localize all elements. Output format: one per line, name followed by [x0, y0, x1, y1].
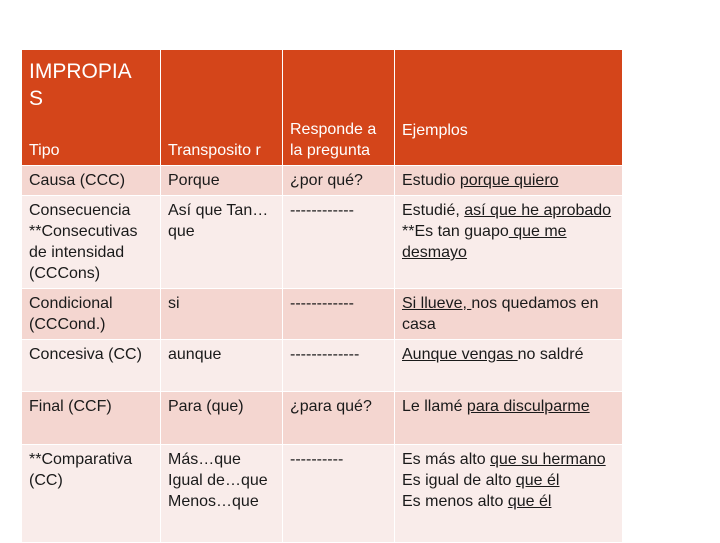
ejemplo-underlined: Aunque vengas [402, 346, 518, 363]
ejemplo-underlined: que me desmayo [402, 223, 567, 261]
cell-ejemplo [395, 289, 623, 340]
ejemplo-text: Le llamé [402, 398, 467, 415]
table-header-row [22, 50, 623, 166]
ejemplo-underlined: Si llueve, [402, 295, 472, 312]
ejemplo-text: Es más alto [402, 451, 491, 468]
table-row [22, 340, 623, 392]
cell-pregunta: ---------- [283, 445, 395, 543]
cell-transpositor: Así que Tan…que [161, 196, 283, 289]
ejemplo-text: Es igual de alto [402, 472, 516, 489]
ejemplo-text: no saldré [517, 346, 584, 363]
grammar-table [21, 49, 623, 543]
ejemplo-line [402, 449, 615, 470]
cell-tipo: **Comparativa (CC) [22, 445, 161, 543]
ejemplo-underlined: porque quiero [459, 172, 559, 189]
ejemplo-underlined: que él [515, 472, 560, 489]
cell-transpositor: si [161, 289, 283, 340]
ejemplo-text: Estudio [402, 172, 460, 189]
cell-ejemplo [395, 340, 623, 392]
cell-tipo: Concesiva (CC) [22, 340, 161, 392]
cell-transpositor: aunque [161, 340, 283, 392]
ejemplo-text: nos quedamos en casa [402, 295, 599, 333]
ejemplo-text: Estudié, [402, 202, 465, 219]
header-ejemplos: Ejemplos [395, 50, 623, 166]
table-row [22, 196, 623, 289]
header-responde: Responde a la pregunta [283, 50, 395, 166]
table-row [22, 392, 623, 445]
cell-pregunta: ¿para qué? [283, 392, 395, 445]
cell-ejemplo [395, 166, 623, 196]
cell-tipo: Consecuencia **Consecutivas de intensidad (CCCons) [22, 196, 161, 289]
ejemplo-line [402, 470, 615, 491]
cell-pregunta: ------------- [283, 340, 395, 392]
ejemplo-line [402, 491, 615, 512]
cell-tipo: Final (CCF) [22, 392, 161, 445]
ejemplo-underlined: que su hermano [490, 451, 606, 468]
cell-pregunta: ------------ [283, 196, 395, 289]
ejemplo-text: Es menos alto [402, 493, 508, 510]
cell-ejemplo [395, 445, 623, 543]
cell-transpositor: Porque [161, 166, 283, 196]
ejemplo-underlined: para disculparme [466, 398, 590, 415]
cell-pregunta: ¿por qué? [283, 166, 395, 196]
table-row [22, 166, 623, 196]
cell-ejemplo [395, 392, 623, 445]
ejemplo-underlined: que él [507, 493, 552, 510]
cell-transpositor: Para (que) [161, 392, 283, 445]
header-tipo: Tipo [29, 142, 60, 159]
header-tipo-cell [22, 50, 161, 166]
cell-tipo: Condicional (CCCond.) [22, 289, 161, 340]
ejemplo-underlined: así que he aprobado [464, 202, 612, 219]
ejemplo-text: **Es tan guapo [402, 223, 509, 240]
cell-transpositor: Más…que Igual de…que Menos…que [161, 445, 283, 543]
table-row [22, 289, 623, 340]
cell-ejemplo [395, 196, 623, 289]
header-transpositor: Transposito r [161, 50, 283, 166]
table-title: IMPROPIA S [29, 60, 131, 110]
cell-tipo: Causa (CCC) [22, 166, 161, 196]
table-row [22, 445, 623, 543]
cell-pregunta: ------------ [283, 289, 395, 340]
